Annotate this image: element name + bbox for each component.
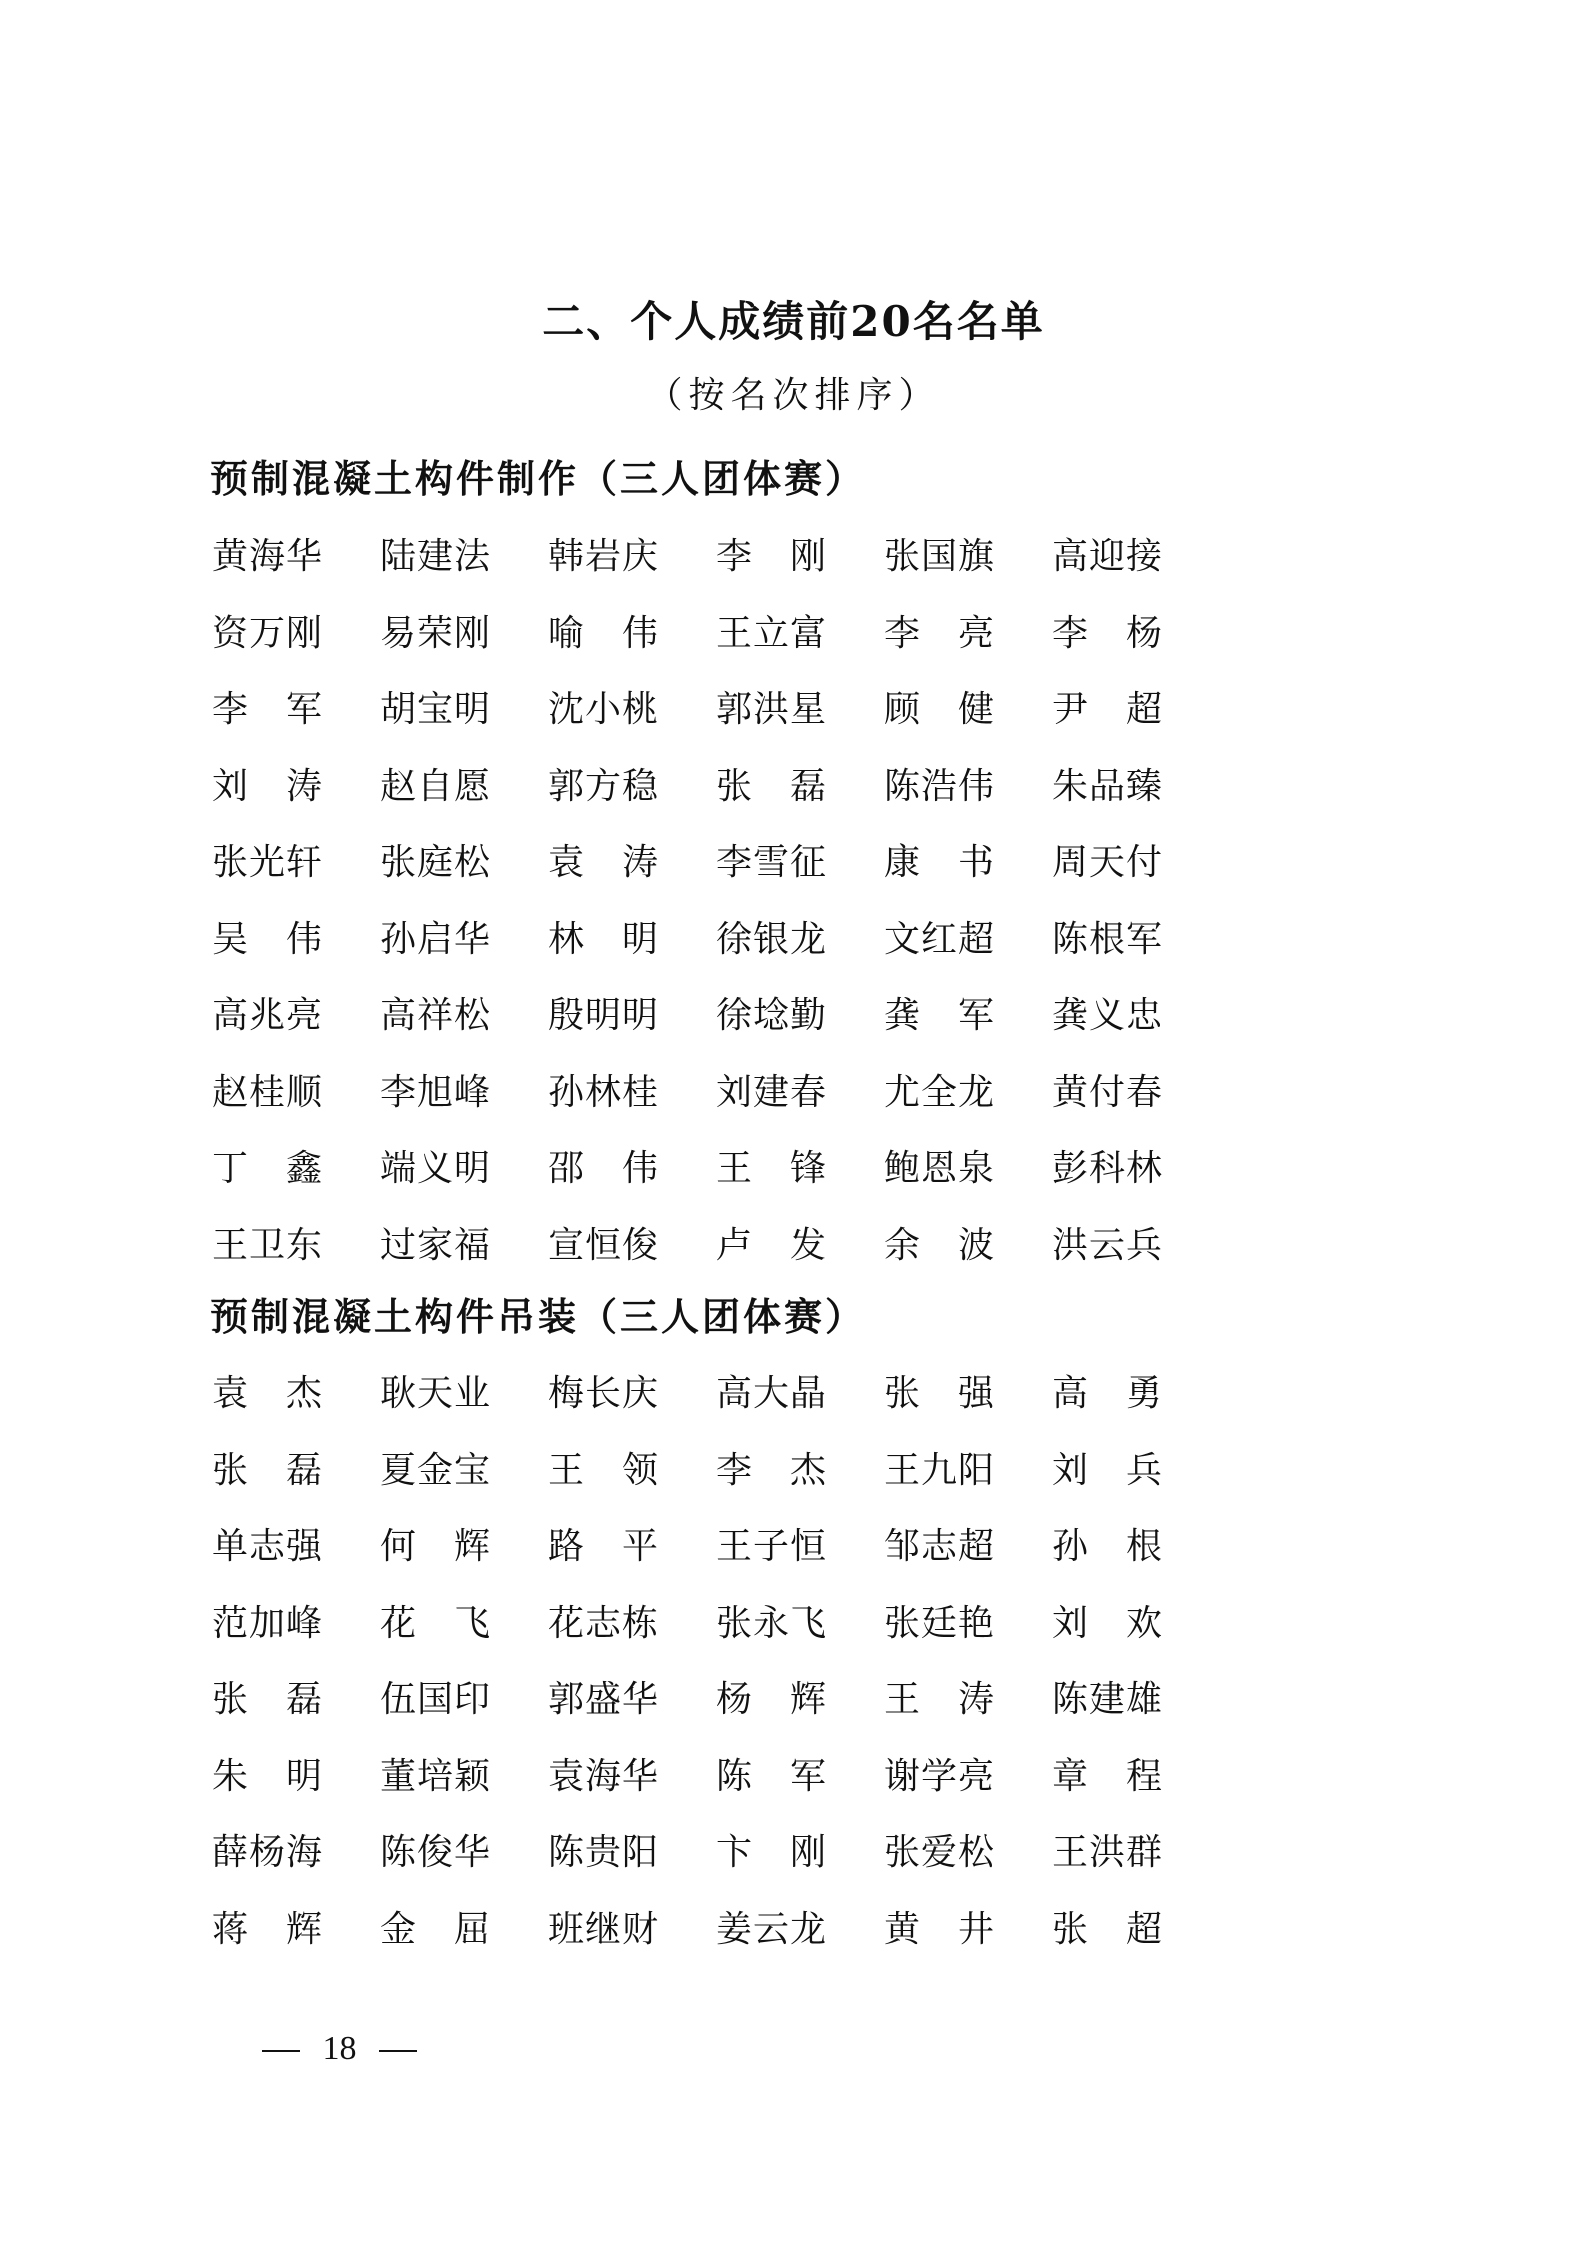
page-title: 二、个人成绩前20名名单 [542, 297, 1045, 346]
name-list-production [212, 530, 1220, 1295]
name-entry: 朱 明 [212, 1755, 322, 1797]
name-entry: 薛 杨 海 [212, 1832, 322, 1873]
name-entry: 文 红 超 [884, 918, 994, 960]
name-entry: 王 卫 东 [212, 1224, 322, 1266]
name-entry: 张 磊 [716, 765, 826, 807]
name-entry: 郭 方 稳 [548, 765, 658, 807]
name-entry: 李 雪 征 [716, 842, 826, 883]
name-entry: 李 亮 [884, 612, 994, 654]
name-entry: 王 子 恒 [716, 1526, 826, 1567]
name-entry: 谢 学 亮 [884, 1755, 994, 1797]
name-entry: 卢 发 [716, 1224, 826, 1266]
name-entry: 吴 伟 [212, 918, 322, 960]
name-entry: 花 志 栋 [548, 1602, 658, 1644]
name-entry: 陈 军 [716, 1755, 826, 1797]
name-entry: 孙 林 桂 [548, 1071, 658, 1113]
name-entry: 金 屈 [380, 1908, 490, 1950]
name-entry: 高 迎 接 [1052, 536, 1162, 577]
name-entry: 高 兆 亮 [212, 995, 322, 1036]
name-entry: 丁 鑫 [212, 1148, 322, 1189]
name-entry: 陈 浩 伟 [884, 765, 994, 807]
name-entry: 鲍 恩 泉 [884, 1148, 994, 1189]
name-entry: 伍 国 印 [380, 1679, 490, 1720]
name-entry: 张 磊 [212, 1449, 322, 1491]
name-entry: 袁 涛 [548, 842, 658, 883]
name-entry: 王 立 富 [716, 612, 826, 654]
name-entry: 路 平 [548, 1526, 658, 1567]
name-entry: 刘 建 春 [716, 1071, 826, 1113]
name-entry: 袁 杰 [212, 1373, 322, 1414]
name-entry: 张 庭 松 [380, 842, 490, 883]
name-entry: 高 大 晶 [716, 1373, 826, 1414]
name-entry: 黄 付 春 [1052, 1071, 1162, 1113]
name-entry: 董 培 颖 [380, 1755, 490, 1797]
page-footer [248, 2025, 431, 2073]
name-entry: 陈 俊 华 [380, 1832, 490, 1873]
name-entry: 刘 涛 [212, 765, 322, 807]
name-entry: 洪 云 兵 [1052, 1224, 1162, 1266]
name-entry: 韩 岩 庆 [548, 536, 658, 577]
name-entry: 殷 明 明 [548, 995, 658, 1036]
name-entry: 郭 盛 华 [548, 1679, 658, 1720]
section-heading-hoisting: 预制混凝土构件吊装（三人团体赛） [210, 1294, 867, 1339]
name-entry: 彭 科 林 [1052, 1148, 1162, 1189]
name-entry: 夏 金 宝 [380, 1449, 490, 1491]
name-entry: 单 志 强 [212, 1526, 322, 1567]
name-entry: 过 家 福 [380, 1224, 490, 1266]
name-entry: 孙 启 华 [380, 918, 490, 960]
name-entry: 邹 志 超 [884, 1526, 994, 1567]
name-entry: 易 荣 刚 [380, 612, 490, 654]
name-entry: 陈 贵 阳 [548, 1832, 658, 1873]
name-entry: 李 军 [212, 689, 322, 730]
name-entry: 袁 海 华 [548, 1755, 658, 1797]
page-subtitle: （按名次排序） [646, 375, 941, 416]
name-entry: 何 辉 [380, 1526, 490, 1567]
name-entry: 李 旭 峰 [380, 1071, 490, 1113]
name-entry: 黄 海 华 [212, 536, 322, 577]
name-entry: 王 九 阳 [884, 1449, 994, 1491]
name-entry: 沈 小 桃 [548, 689, 658, 730]
name-entry: 蒋 辉 [212, 1908, 322, 1950]
name-entry: 顾 健 [884, 689, 994, 730]
name-entry: 喻 伟 [548, 612, 658, 654]
name-entry: 尹 超 [1052, 689, 1162, 730]
name-entry: 王 涛 [884, 1679, 994, 1720]
name-entry: 陈 建 雄 [1052, 1679, 1162, 1720]
name-entry: 王 领 [548, 1449, 658, 1491]
name-entry: 朱 品 臻 [1052, 765, 1162, 807]
name-entry: 徐 银 龙 [716, 918, 826, 960]
name-entry: 余 波 [884, 1224, 994, 1266]
name-entry: 林 明 [548, 918, 658, 960]
name-entry: 耿 天 业 [380, 1373, 490, 1414]
name-entry: 周 天 付 [1052, 842, 1162, 883]
name-entry: 卞 刚 [716, 1832, 826, 1873]
name-entry: 梅 长 庆 [548, 1373, 658, 1414]
name-list-hoisting [212, 1367, 1220, 1979]
name-entry: 康 书 [884, 842, 994, 883]
dash-right [379, 2050, 417, 2052]
name-entry: 王 洪 群 [1052, 1832, 1162, 1873]
name-entry: 龚 军 [884, 995, 994, 1036]
name-entry: 赵 桂 顺 [212, 1071, 322, 1113]
name-entry: 陈 根 军 [1052, 918, 1162, 960]
name-entry: 李 刚 [716, 536, 826, 577]
name-entry: 孙 根 [1052, 1526, 1162, 1567]
name-entry: 张 永 飞 [716, 1602, 826, 1644]
name-entry: 陆 建 法 [380, 536, 490, 577]
name-entry: 邵 伟 [548, 1148, 658, 1189]
name-entry: 班 继 财 [548, 1908, 658, 1950]
name-entry: 张 廷 艳 [884, 1602, 994, 1644]
name-entry: 张 强 [884, 1373, 994, 1414]
name-entry: 张 爱 松 [884, 1832, 994, 1873]
name-entry: 张 光 轩 [212, 842, 322, 883]
name-entry: 黄 井 [884, 1908, 994, 1950]
name-entry: 张 国 旗 [884, 536, 994, 577]
section-heading-production: 预制混凝土构件制作（三人团体赛） [210, 456, 867, 501]
name-entry: 赵 自 愿 [380, 765, 490, 807]
dash-left [262, 2050, 300, 2052]
name-entry: 胡 宝 明 [380, 689, 490, 730]
name-entry: 龚 义 忠 [1052, 995, 1162, 1036]
name-entry: 张 超 [1052, 1908, 1162, 1950]
name-entry: 尤 全 龙 [884, 1071, 994, 1113]
name-entry: 高 祥 松 [380, 995, 490, 1036]
page-number: 18 [322, 2030, 357, 2067]
name-entry: 端 义 明 [380, 1148, 490, 1189]
name-entry: 徐 埝 勤 [716, 995, 826, 1036]
name-entry: 张 磊 [212, 1679, 322, 1720]
name-entry: 李 杰 [716, 1449, 826, 1491]
name-entry: 花 飞 [380, 1602, 490, 1644]
name-entry: 刘 兵 [1052, 1449, 1162, 1491]
name-entry: 章 程 [1052, 1755, 1162, 1797]
name-entry: 王 锋 [716, 1148, 826, 1189]
name-entry: 宣 恒 俊 [548, 1224, 658, 1266]
name-entry: 资 万 刚 [212, 612, 322, 654]
name-entry: 李 杨 [1052, 612, 1162, 654]
name-entry: 杨 辉 [716, 1679, 826, 1720]
name-entry: 郭 洪 星 [716, 689, 826, 730]
name-entry: 刘 欢 [1052, 1602, 1162, 1644]
name-entry: 姜 云 龙 [716, 1908, 826, 1950]
name-entry: 范 加 峰 [212, 1602, 322, 1644]
name-entry: 高 勇 [1052, 1373, 1162, 1414]
